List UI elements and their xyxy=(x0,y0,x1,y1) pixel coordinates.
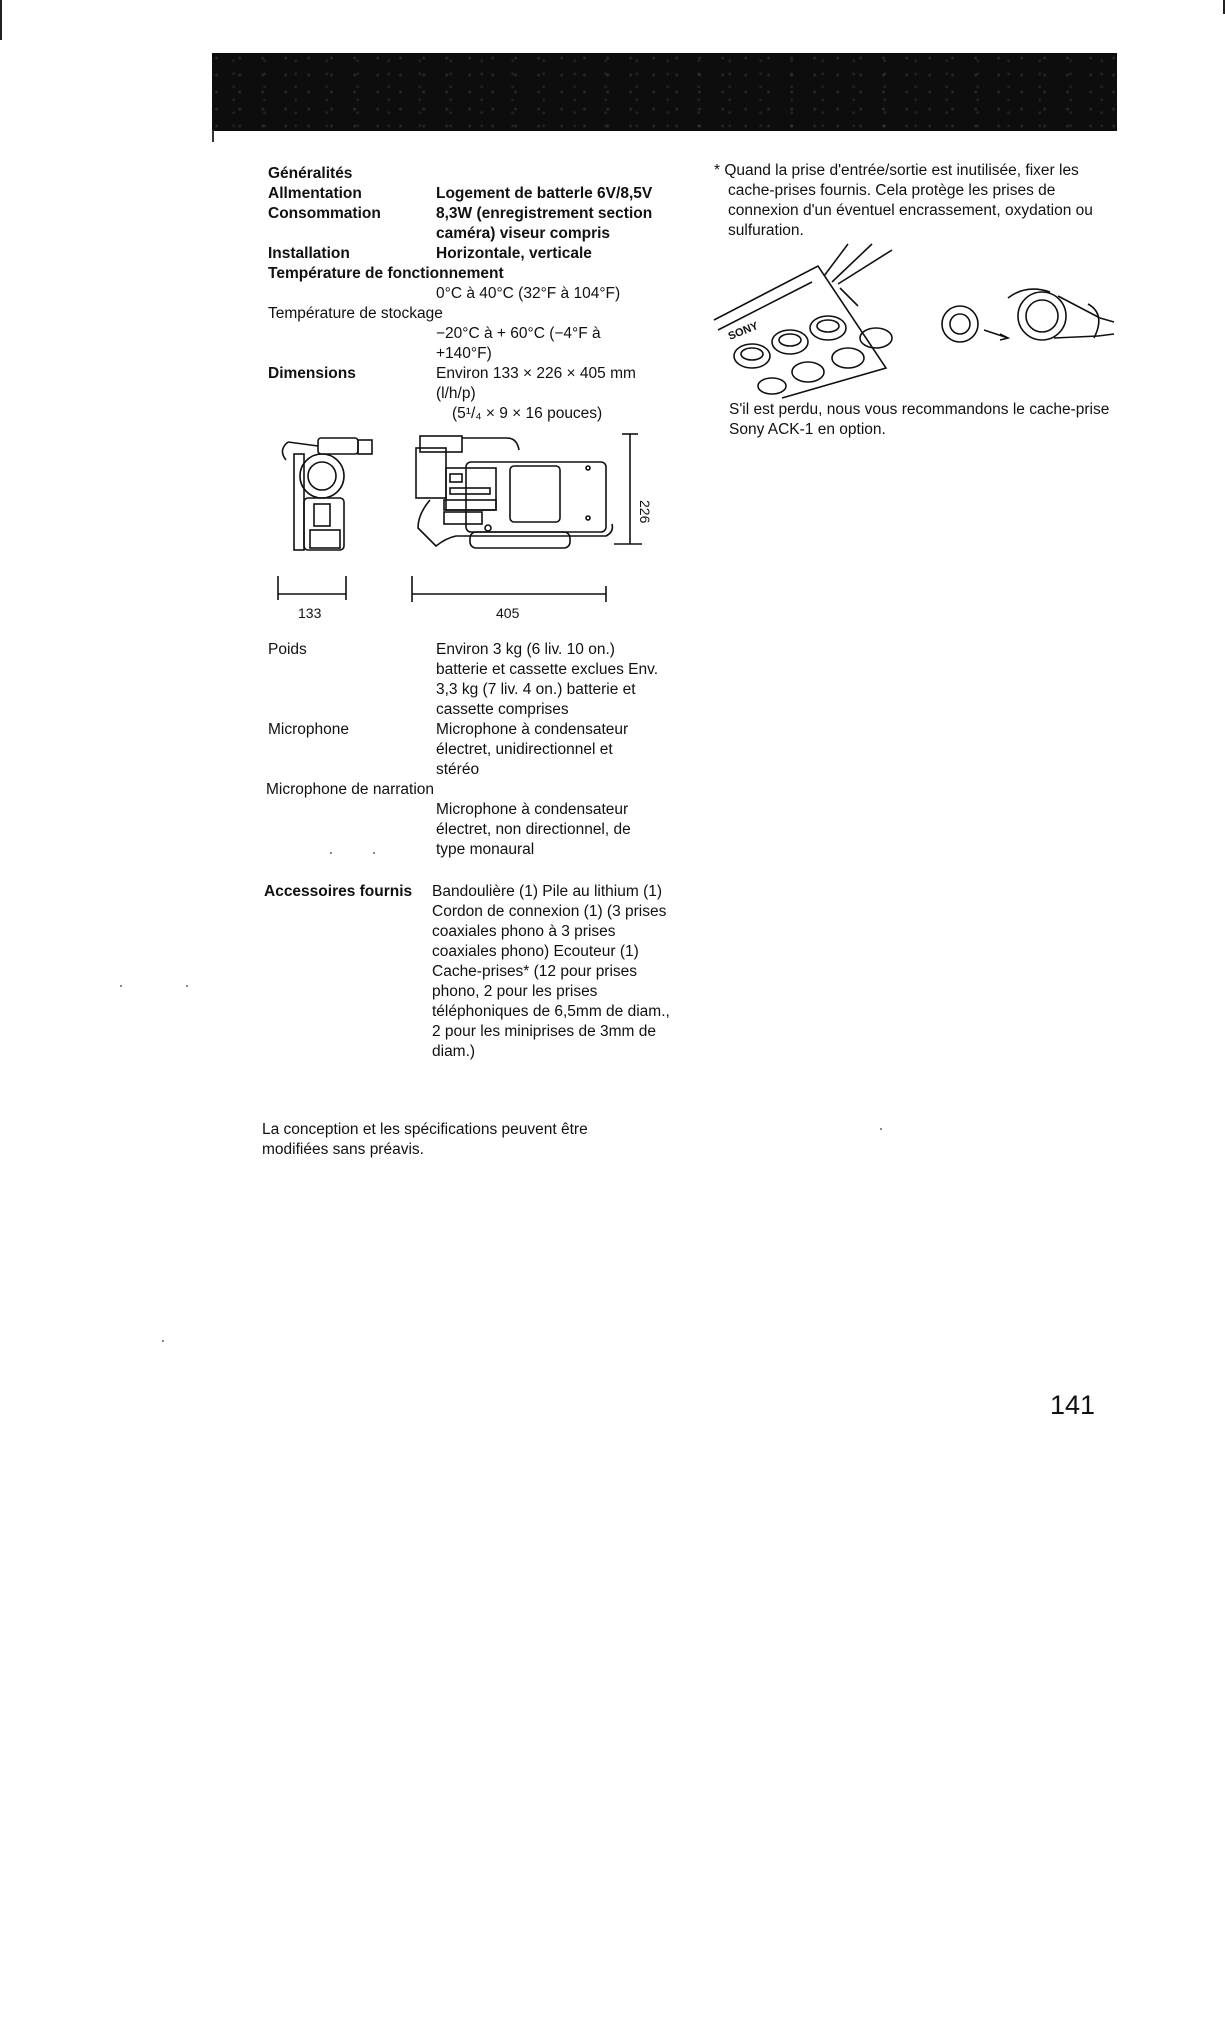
jack-cap-illustration xyxy=(708,248,1118,398)
accessories-value: Bandoulière (1) Pile au lithium (1) Cordon de connexion (1) (3 prises coaxiales phono à 3 prises coaxiales phono) Ecouteur (1) Cache-prises* (12 pour prises phono, 2 pour les prises téléphoniques de 6,5mm de diam., 2 pour les miniprises de 3mm de diam.) xyxy=(432,883,670,1060)
sony-brand-mark: SONY xyxy=(726,319,761,343)
page-edge xyxy=(0,0,2,40)
spec-label: Température de fonctionnement xyxy=(268,265,504,282)
spec-label: Installation xyxy=(268,245,350,262)
spec-value: Environ 133 × 226 × 405 mm (l/h/p) xyxy=(436,365,636,402)
spec-value: Logement de batterle 6V/8,5V xyxy=(436,185,653,202)
scan-speck xyxy=(373,852,375,854)
footer-note: La conception et les spécifications peuvent être modifiées sans préavis. xyxy=(262,1121,588,1158)
spec-value: Microphone à condensateur électret, non directionnel, de type monaural xyxy=(436,801,631,858)
accessories-label: Accessoires fournis xyxy=(264,883,413,900)
scan-speck xyxy=(880,1128,882,1130)
header-bar xyxy=(212,53,1117,131)
spec-value: Microphone à condensateur électret, unidirectionnel et stéréo xyxy=(436,721,629,778)
spec-heading: Généralités xyxy=(268,165,353,182)
recommendation-text: S'il est perdu, nous vous recommandons le cache-prise Sony ACK-1 en option. xyxy=(729,401,1110,438)
spec-value: −20°C à + 60°C (−4°F à +140°F) xyxy=(436,325,601,362)
spec-label: Allmentation xyxy=(268,185,362,202)
scan-speck xyxy=(120,985,122,987)
spec-value: 0°C à 40°C (32°F à 104°F) xyxy=(436,285,621,302)
dimension-height-label: 226 xyxy=(637,500,653,524)
spec-label: Microphone xyxy=(268,721,349,738)
protect-note: * Quand la prise d'entrée/sortie est inutilisée, fixer les cache-prises fournis. Cela protège les prises de connexion d'un éventuel encrassement, oxydation ou sulfuration. xyxy=(714,162,1093,239)
spec-label: Température de stockage xyxy=(268,305,443,322)
spec-value: Horizontale, verticale xyxy=(436,245,592,262)
scan-speck xyxy=(186,985,188,987)
spec-label: Microphone de narration xyxy=(266,781,435,798)
spec-label: Consommation xyxy=(268,205,381,222)
spec-value: 8,3W (enregistrement section caméra) viseur compris xyxy=(436,205,653,242)
page-number: 141 xyxy=(1050,1390,1096,1420)
dimension-depth-label: 405 xyxy=(496,605,520,621)
dimension-width-label: 133 xyxy=(298,605,322,621)
scan-speck xyxy=(162,1340,164,1342)
spec-label: Poids xyxy=(268,641,307,658)
scan-speck xyxy=(330,852,332,854)
scan-mark xyxy=(212,130,214,142)
spec-value-imperial: (5¹/₄ × 9 × 16 pouces) xyxy=(452,405,603,422)
spec-label: Dimensions xyxy=(268,365,356,382)
camcorder-dimension-diagram xyxy=(270,428,653,624)
spec-value: Environ 3 kg (6 liv. 10 on.) batterie et cassette exclues Env. 3,3 kg (7 liv. 4 on.) batterie et cassette comprises xyxy=(436,641,658,718)
